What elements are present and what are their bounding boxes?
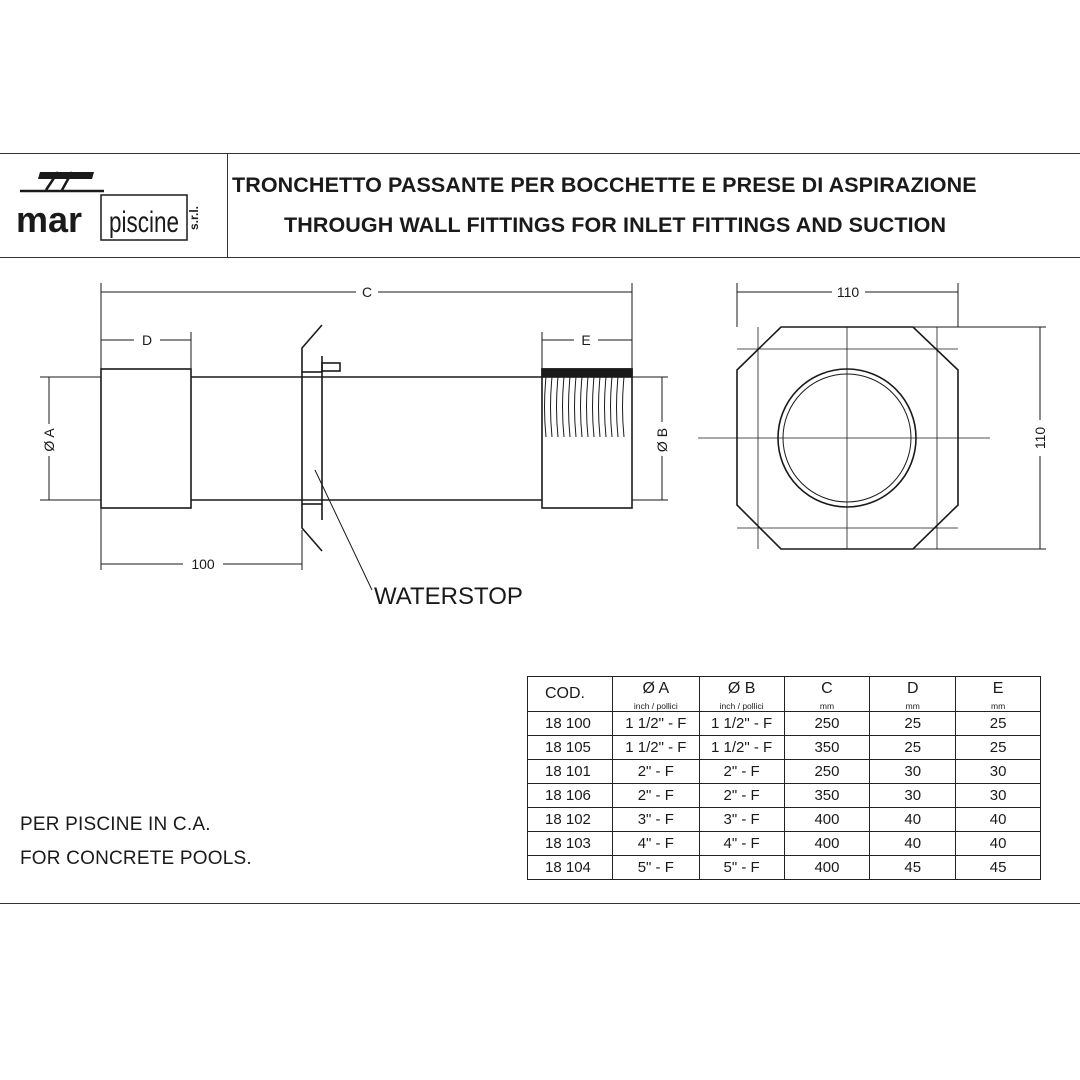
dim-b-label: Ø B [654, 427, 670, 453]
cell-code: 18 103 [528, 832, 613, 856]
unit-b: inch / pollici [699, 701, 784, 712]
title-italian: TRONCHETTO PASSANTE PER BOCCHETTE E PRESE DI ASPIRAZIONE [232, 173, 977, 197]
title-english: THROUGH WALL FITTINGS FOR INLET FITTINGS AND SUCTION [284, 213, 947, 237]
note-italian: PER PISCINE IN C.A. [20, 814, 211, 835]
cell-c: 350 [784, 736, 870, 760]
cell-b: 3" - F [699, 808, 784, 832]
header-a: Ø A [612, 677, 699, 702]
header-b: Ø B [699, 677, 784, 702]
cell-code: 18 105 [528, 736, 613, 760]
spec-table [527, 676, 1041, 880]
unit-c: mm [784, 701, 870, 712]
table-row [528, 736, 1041, 760]
cell-code: 18 100 [528, 712, 613, 736]
logo-name: piscine [108, 204, 180, 239]
cell-code: 18 104 [528, 856, 613, 880]
cell-c: 400 [784, 832, 870, 856]
company-logo [16, 172, 201, 240]
table-row [528, 856, 1041, 880]
cell-c: 250 [784, 760, 870, 784]
waterstop-label: WATERSTOP [374, 583, 523, 610]
logo-brand: mar [16, 199, 83, 240]
cell-code: 18 101 [528, 760, 613, 784]
cell-a: 3" - F [612, 808, 699, 832]
cell-b: 5" - F [699, 856, 784, 880]
front-height-label: 110 [1032, 426, 1048, 450]
cell-d: 45 [870, 856, 956, 880]
cell-b: 4" - F [699, 832, 784, 856]
header-cod: COD. [528, 677, 613, 712]
front-width-label: 110 [836, 284, 860, 300]
cell-e: 40 [956, 808, 1041, 832]
cell-a: 1 1/2" - F [612, 712, 699, 736]
cell-c: 400 [784, 856, 870, 880]
flange-bottom-lip [302, 504, 322, 551]
thread-band [542, 369, 632, 377]
cell-b: 1 1/2" - F [699, 736, 784, 760]
cell-c: 400 [784, 808, 870, 832]
logo-mark [38, 172, 94, 179]
table-row [528, 712, 1041, 736]
cell-e: 25 [956, 712, 1041, 736]
thread-pattern [545, 377, 625, 437]
cell-d: 25 [870, 712, 956, 736]
cell-b: 2" - F [699, 784, 784, 808]
flange-top-lip [302, 325, 322, 372]
cell-e: 25 [956, 736, 1041, 760]
cell-a: 1 1/2" - F [612, 736, 699, 760]
waterstop-leader [315, 470, 372, 590]
cell-d: 40 [870, 832, 956, 856]
table-header-row [528, 677, 1041, 702]
cell-e: 30 [956, 760, 1041, 784]
header-c: C [784, 677, 870, 702]
cell-a: 5" - F [612, 856, 699, 880]
cell-d: 40 [870, 808, 956, 832]
dim-c-label: C [361, 284, 373, 300]
cell-b: 2" - F [699, 760, 784, 784]
dim-a-label: Ø A [41, 428, 57, 452]
cell-e: 45 [956, 856, 1041, 880]
unit-e: mm [956, 701, 1041, 712]
note-english: FOR CONCRETE POOLS. [20, 848, 252, 869]
header-e: E [956, 677, 1041, 702]
cell-d: 25 [870, 736, 956, 760]
dim-100-label: 100 [191, 556, 215, 572]
cell-b: 1 1/2" - F [699, 712, 784, 736]
cell-a: 4" - F [612, 832, 699, 856]
unit-a: inch / pollici [612, 701, 699, 712]
cell-c: 250 [784, 712, 870, 736]
cell-a: 2" - F [612, 784, 699, 808]
cell-code: 18 102 [528, 808, 613, 832]
table-row [528, 832, 1041, 856]
dim-d-label: D [141, 332, 153, 348]
table-row [528, 808, 1041, 832]
cell-d: 30 [870, 760, 956, 784]
cell-e: 30 [956, 784, 1041, 808]
cell-d: 30 [870, 784, 956, 808]
table-row [528, 760, 1041, 784]
cell-code: 18 106 [528, 784, 613, 808]
cell-e: 40 [956, 832, 1041, 856]
dim-e-label: E [581, 332, 591, 348]
cell-c: 350 [784, 784, 870, 808]
flange [302, 372, 322, 504]
left-collar [101, 369, 191, 508]
cell-a: 2" - F [612, 760, 699, 784]
table-row [528, 784, 1041, 808]
header-d: D [870, 677, 956, 702]
unit-d: mm [870, 701, 956, 712]
screw [322, 363, 340, 371]
logo-suffix: s.r.l. [187, 205, 201, 230]
